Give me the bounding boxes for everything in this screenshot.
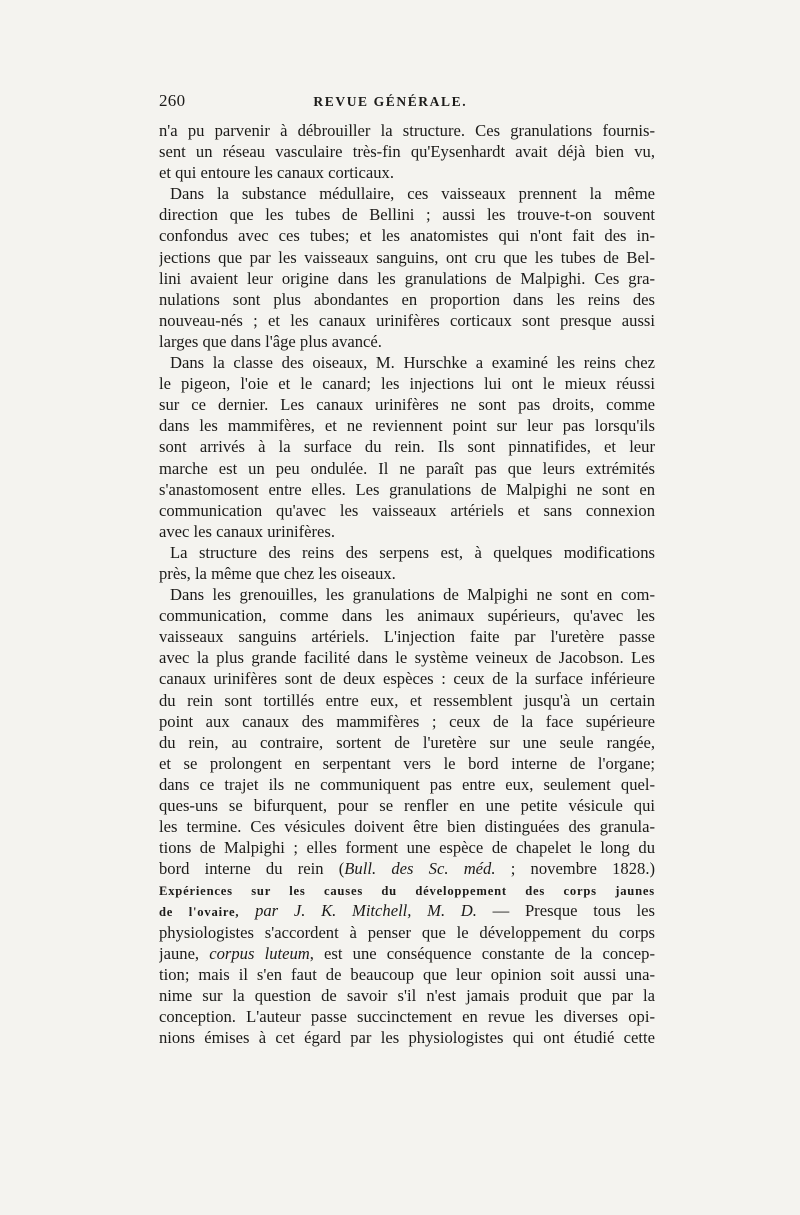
text-line: communication, comme dans les animaux supérieurs, qu'avec les: [159, 606, 655, 626]
text-line: avec les canaux urinifères.: [159, 521, 335, 541]
section-heading-continued: de l'ovaire,: [159, 905, 240, 920]
text-line: s'anastomosent entre elles. Les granulations de Malpighi ne sont en: [159, 479, 655, 499]
text-line: n'a pu parvenir à débrouiller la structure. Ces granulations fournis-: [159, 121, 655, 140]
text-line: larges que dans l'âge plus avancé.: [159, 331, 382, 351]
text-line-corpus-luteum: [159, 943, 655, 964]
page-number: 260: [159, 91, 186, 110]
text-line: sur ce dernier. Les canaux urinifères ne sont pas droits, comme: [159, 395, 655, 415]
text-line: du rein sont tortillés entre eux, et ressemblent jusqu'à un certain: [159, 690, 655, 710]
text-line: vaisseaux sanguins artériels. L'injection faite par l'uretère passe: [159, 627, 655, 647]
text-line: physiologistes s'accordent à penser que le développement du corps: [159, 922, 655, 942]
text-line: et qui entoure les canaux corticaux.: [159, 163, 394, 183]
page-header: [159, 90, 655, 120]
text-span: bord interne du rein (: [159, 859, 345, 879]
text-line: sont arrivés à la surface du rein. Ils sont pinnatifides, et leur: [159, 437, 655, 457]
running-title: REVUE GÉNÉRALE.: [313, 94, 468, 109]
text-line: confondus avec ces tubes; et les anatomistes qui n'ont fait des in-: [159, 226, 655, 246]
article-author: J. K. Mitchell, M. D.: [293, 901, 477, 921]
text-line: communication qu'avec les vaisseaux artériels et sans connexion: [159, 500, 655, 520]
text-line: direction que les tubes de Bellini ; aussi les trouve-t-on souvent: [159, 205, 655, 225]
text-span: — Presque tous les: [476, 901, 655, 921]
text-line: nulations sont plus abondantes en proportion dans les reins des: [159, 289, 655, 309]
text-line: nime sur la question de savoir s'il n'est jamais produit que par la: [159, 985, 655, 1005]
text-span: jaune,: [159, 943, 210, 963]
text-line-citation: [159, 858, 655, 879]
text-span: ; novembre 1828.): [495, 859, 655, 879]
text-line: tion; mais il s'en faut de beaucoup que leur opinion soit aussi una-: [159, 964, 655, 984]
text-line: dans ce trajet ils ne communiquent pas entre eux, seulement quel-: [159, 774, 655, 794]
section-heading-author-line: [159, 900, 655, 921]
text-line: nions émises à cet égard par les physiologistes qui ont étudié cette: [159, 1028, 655, 1048]
text-line: conception. L'auteur passe succinctement en revue les diverses opi-: [159, 1006, 655, 1026]
text-line: et se prolongent en serpentant vers le bord interne de l'organe;: [159, 753, 655, 773]
text-line: lini avaient leur origine dans les granulations de Malpighi. Ces gra-: [159, 268, 655, 288]
text-line: canaux urinifères sont de deux espèces : ceux de la surface inférieure: [159, 669, 655, 689]
text-line: jections que par les vaisseaux sanguins, ont cru que les tubes de Bel-: [159, 247, 655, 267]
text-span: , est une conséquence constante de la concep-: [309, 943, 655, 963]
text-line: La structure des reins des serpens est, à quelques modifications: [170, 542, 655, 562]
text-line: avec la plus grande facilité dans le système veineux de Jacobson. Les: [159, 648, 655, 668]
text-line: du rein, au contraire, sortent de l'uretère sur une seule rangée,: [159, 732, 655, 752]
text-line: Dans la substance médullaire, ces vaisseaux prennent la même: [170, 184, 655, 204]
body-text: [159, 120, 655, 858]
text-line: point aux canaux des mammifères ; ceux de la face supérieure: [159, 711, 655, 731]
journal-citation: Bull. des Sc. méd.: [344, 859, 496, 879]
body-text-continued: [159, 922, 655, 943]
body-text-end: [159, 964, 655, 1048]
section-heading-line: [159, 879, 655, 900]
text-line: les termine. Ces vésicules doivent être bien distinguées des granula-: [159, 817, 655, 837]
text-line: marche est un peu ondulée. Il ne paraît pas que leurs extrémités: [159, 458, 655, 478]
text-line: ques-uns se bifurquent, pour se renfler en une petite vésicule qui: [159, 796, 655, 815]
text-line: Dans les grenouilles, les granulations de Malpighi ne sont en com-: [170, 585, 655, 605]
text-line: tions de Malpighi ; elles forment une espèce de chapelet le long du: [159, 838, 655, 858]
text-span: par: [239, 901, 294, 921]
text-line: près, la même que chez les oiseaux.: [159, 563, 396, 583]
text-line: dans les mammifères, et ne reviennent point sur leur pas lorsqu'ils: [159, 416, 655, 436]
text-line: Dans la classe des oiseaux, M. Hurschke a examiné les reins chez: [170, 353, 655, 373]
text-line: sent un réseau vasculaire très-fin qu'Eysenhardt avait déjà bien vu,: [159, 142, 655, 162]
text-line: le pigeon, l'oie et le canard; les injections lui ont le mieux réussi: [159, 374, 655, 394]
section-heading: Expériences sur les causes du développement des corps jaunes: [159, 884, 655, 899]
latin-term: corpus luteum: [209, 943, 310, 963]
text-line: nouveau-nés ; et les canaux urinifères corticaux sont presque aussi: [159, 310, 655, 330]
page-text-block: [159, 90, 655, 1048]
